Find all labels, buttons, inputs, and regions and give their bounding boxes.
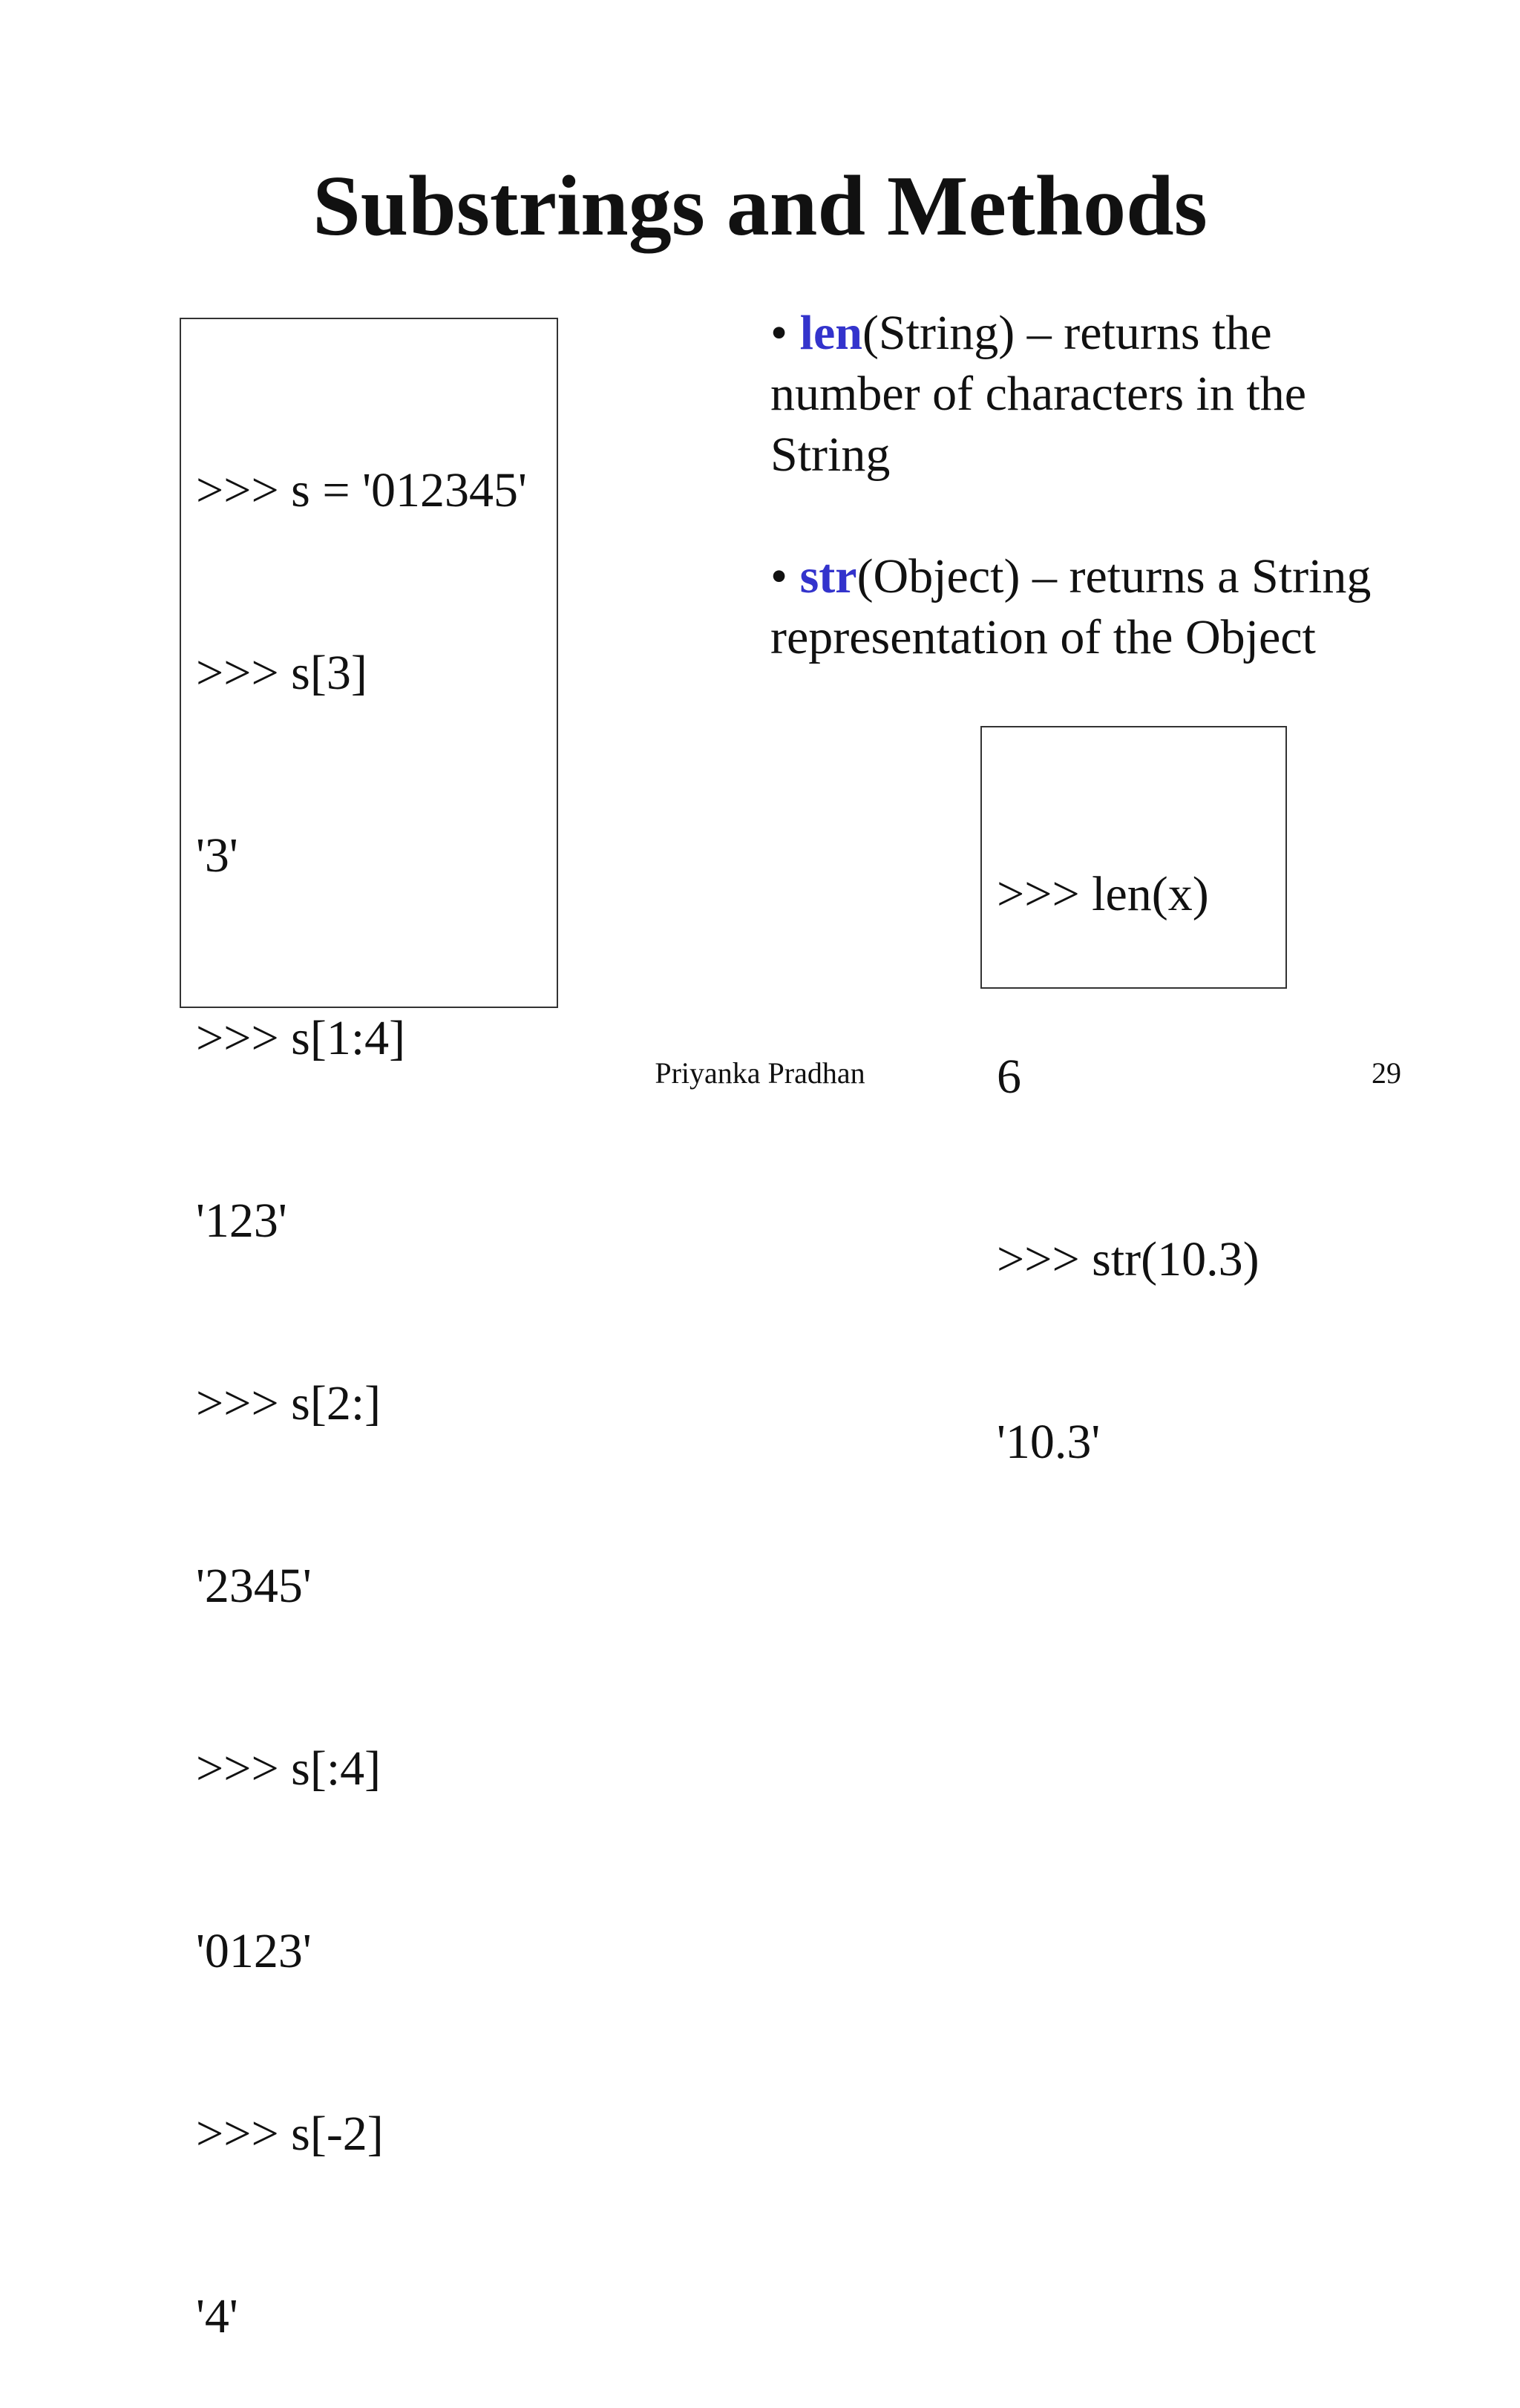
- slide-title: Substrings and Methods: [312, 159, 1208, 254]
- code-line: >>> s[3]: [196, 646, 367, 700]
- page-number: 29: [1372, 1056, 1401, 1090]
- code-line: '4': [196, 2289, 238, 2343]
- code-line: >>> len(x): [997, 867, 1209, 921]
- bullet-text: (Object) – returns a String representation of the Object: [770, 549, 1372, 664]
- keyword-len: len: [799, 306, 862, 360]
- method-bullet-list: [770, 303, 1379, 729]
- substring-code-box: [180, 318, 558, 2343]
- code-line: >>> str(10.3): [997, 1232, 1259, 1286]
- bullet-len: [770, 303, 1379, 485]
- bullet-text: (String) – returns the number of characters in the String: [770, 306, 1307, 482]
- code-line: '123': [196, 1194, 287, 1248]
- code-line: 6: [997, 1050, 1021, 1104]
- code-line: >>> s[:4]: [196, 1741, 381, 1796]
- code-line: >>> s = '012345': [196, 463, 527, 517]
- code-line: '0123': [196, 1924, 312, 1978]
- bullet-marker: •: [770, 549, 800, 603]
- code-line: '3': [196, 828, 238, 883]
- method-code-box: [980, 726, 1287, 1469]
- keyword-str: str: [799, 549, 857, 603]
- bullet-str: [770, 546, 1379, 668]
- bullet-marker: •: [770, 306, 800, 360]
- code-line: >>> s[1:4]: [196, 1011, 406, 1065]
- code-line: '2345': [196, 1559, 312, 1613]
- footer-author: Priyanka Pradhan: [655, 1056, 865, 1090]
- code-line: >>> s[-2]: [196, 2107, 384, 2161]
- code-line: >>> s[2:]: [196, 1376, 381, 1430]
- code-line: '10.3': [997, 1415, 1101, 1469]
